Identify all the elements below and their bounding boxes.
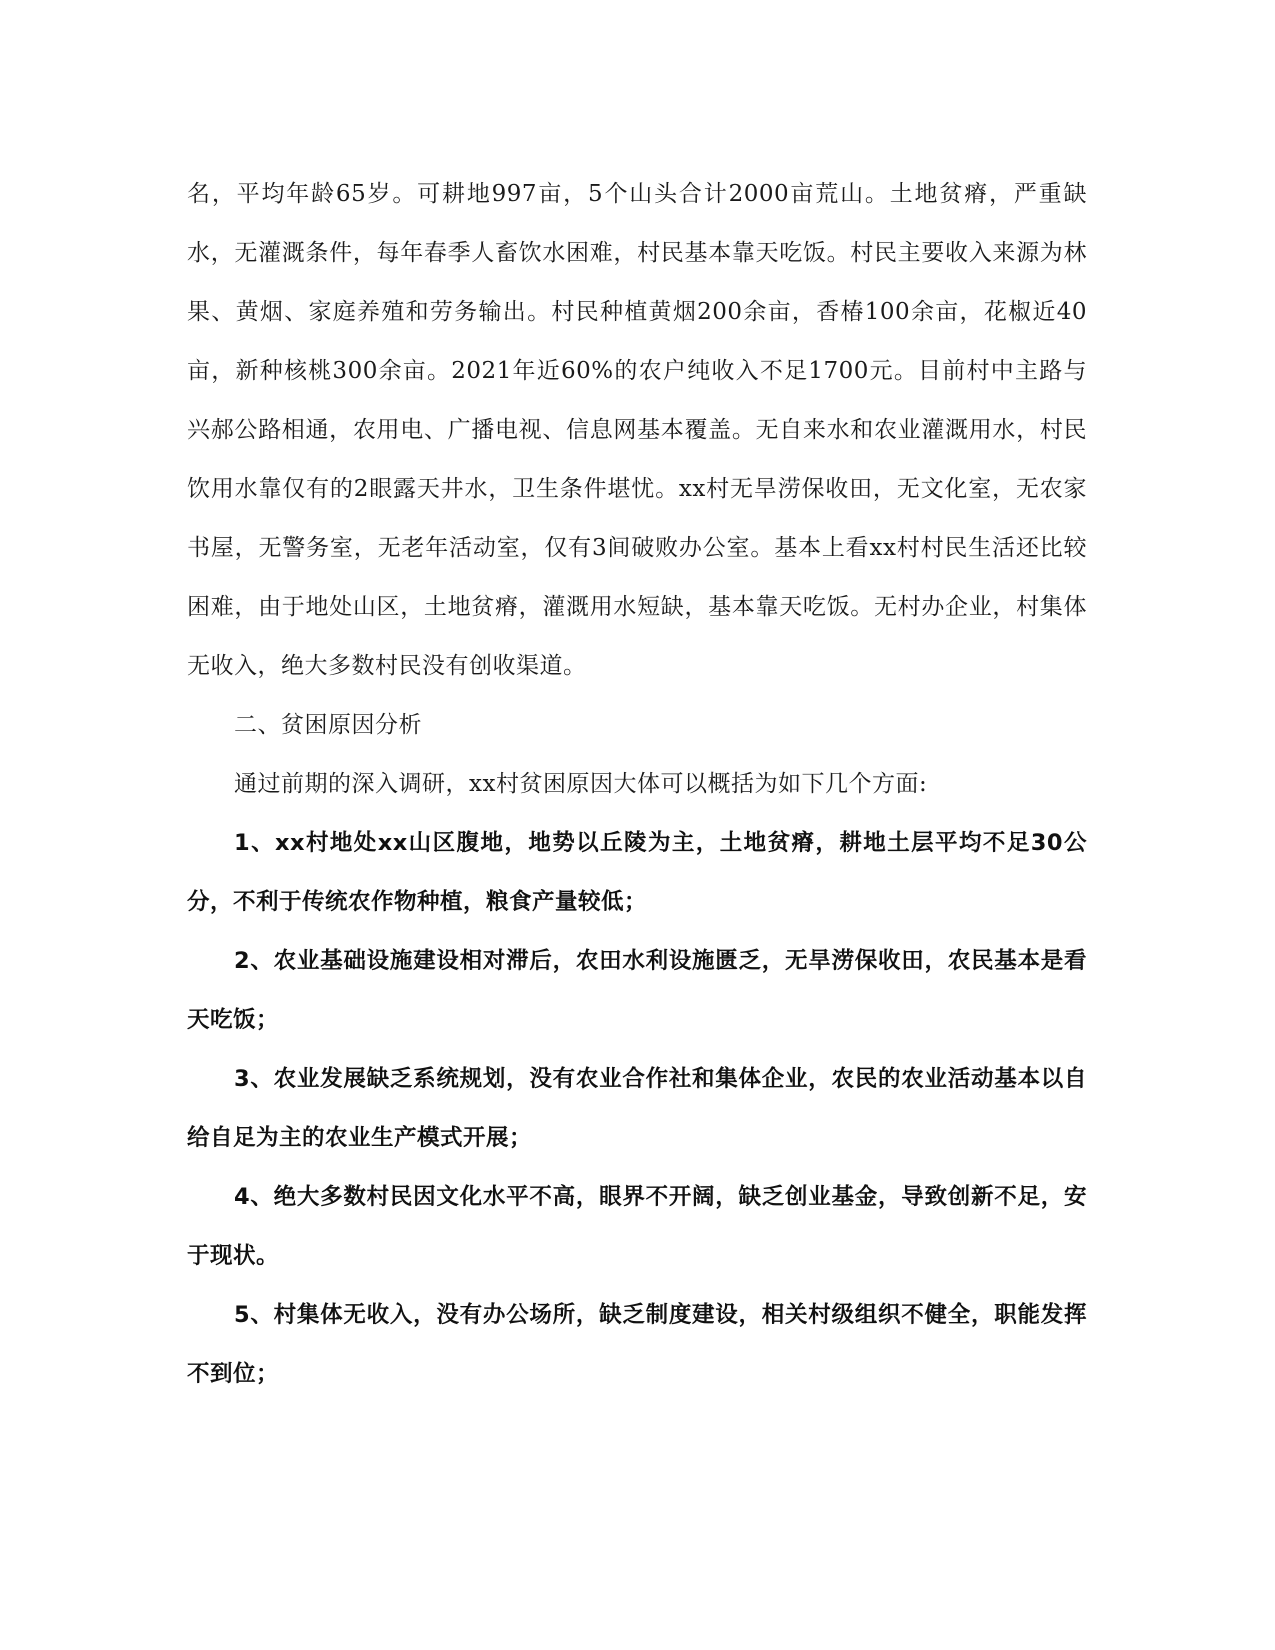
point-2: 2、农业基础设施建设相对滞后，农田水利设施匮乏，无旱涝保收田，农民基本是看天吃饭； — [187, 948, 1087, 1033]
point-3: 3、农业发展缺乏系统规划，没有农业合作社和集体企业，农民的农业活动基本以自给自足为主的农业生产模式开展； — [187, 1066, 1087, 1151]
point-4: 4、绝大多数村民因文化水平不高，眼界不开阔，缺乏创业基金，导致创新不足，安于现状。 — [187, 1184, 1087, 1269]
section-intro: 通过前期的深入调研，xx村贫困原因大体可以概括为如下几个方面: — [234, 771, 928, 797]
document-body — [187, 165, 1087, 1404]
intro-paragraph: 名，平均年龄65岁。可耕地997亩，5个山头合计2000亩荒山。土地贫瘠，严重缺水，无灌溉条件，每年春季人畜饮水困难，村民基本靠天吃饭。村民主要收入来源为林果、黄烟、家庭养殖和劳务输出。村民种植黄烟200余亩，香椿100余亩，花椒近40亩，新种核桃300余亩。2021年近60%的农户纯收入不足1700元。目前村中主路与兴郝公路相通，农用电、广播电视、信息网基本覆盖。无自来水和农业灌溉用水，村民饮用水靠仅有的2眼露天井水，卫生条件堪忧。xx村无旱涝保收田，无文化室，无农家书屋，无警务室，无老年活动室，仅有3间破败办公室。基本上看xx村村民生活还比较困难，由于地处山区，土地贫瘠，灌溉用水短缺，基本靠天吃饭。无村办企业，村集体无收入，绝大多数村民没有创收渠道。 — [187, 181, 1087, 679]
point-5: 5、村集体无收入，没有办公场所，缺乏制度建设，相关村级组织不健全，职能发挥不到位； — [187, 1302, 1087, 1387]
section-heading: 二、贫困原因分析 — [234, 712, 422, 738]
point-1: 1、xx村地处xx山区腹地，地势以丘陵为主，土地贫瘠，耕地土层平均不足30公分，不利于传统农作物种植，粮食产量较低； — [187, 830, 1087, 915]
